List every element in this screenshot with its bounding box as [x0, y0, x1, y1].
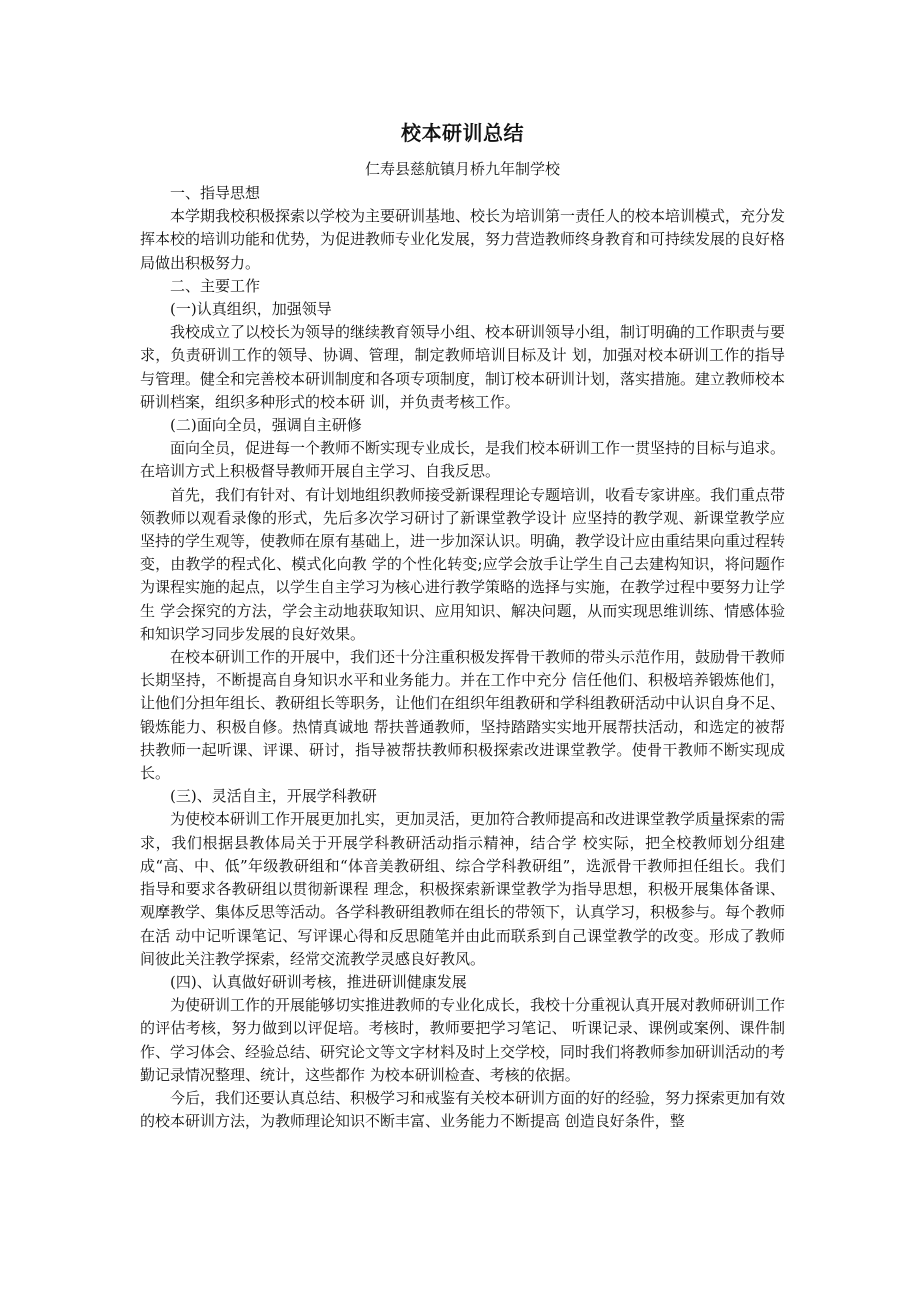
paragraph: 今后，我们还要认真总结、积极学习和戒鉴有关校本研训方面的好的经验，努力探索更加有效的校本研训方法，为教师理论知识不断丰富、业务能力不断提高 创造良好条件，整 — [140, 1088, 786, 1131]
document-title: 校本研训总结 — [401, 121, 524, 145]
school-name: 仁寿县慈航镇月桥九年制学校 — [364, 160, 560, 178]
paragraph: 面向全员，促进每一个教师不断实现专业成长，是我们校本研训工作一贯坚持的目标与追求。在培训方式上积极督导教师开展自主学习、自我反思。 — [140, 439, 786, 481]
paragraph: 我校成立了以校长为领导的继续教育领导小组、校本研训领导小组，制订明确的工作职责与要求，负责研训工作的领导、协调、管理，制定教师培训目标及计 划，加强对校本研训工作的指导与管理。健全和完善校本研训制度和各项专项制度，制订校本研训计划，落实措施。建立教师校本研训档案，组织多种形式的校本研 训，并负责考核工作。 — [140, 323, 786, 411]
document-page — [140, 118, 785, 1133]
subsection-heading: (三)、灵活自主，开展学科教研 — [170, 787, 377, 806]
subsection-heading: (一)认真组织，加强领导 — [170, 300, 332, 319]
section-heading: 二、主要工作 — [170, 276, 261, 295]
subsection-heading: (二)面向全员，强调自主研修 — [170, 416, 362, 435]
paragraph: 本学期我校积极探索以学校为主要研训基地、校长为培训第一责任人的校本培训模式，充分发挥本校的培训功能和优势，为促进教师专业化发展，努力营造教师终身教育和可持续发展的良好格局做出积极努力。 — [140, 207, 786, 272]
section-heading: 一、指导思想 — [170, 184, 261, 202]
paragraph: 首先，我们有针对、有计划地组织教师接受新课程理论专题培训，收看专家讲座。我们重点带领教师以观看录像的形式，先后多次学习研讨了新课堂教学设计 应坚持的教学观、新课堂教学应坚持的学生观等，使教师在原有基础上，进一步加深认识。明确，教学设计应由重结果向重过程转变，由教学的程式化、模式化向教 学的个性化转变;应学会放手让学生自己去建构知识，将问题作为课程实施的起点，以学生自主学习为核心进行教学策略的选择与实施，在教学过程中要努力让学生 学会探究的方法，学会主动地获取知识、应用知识、解决问题，从而实现思维训练、情感体验和知识学习同步发展的良好效果。 — [140, 485, 786, 643]
paragraph: 为使校本研训工作开展更加扎实，更加灵活，更加符合教师提高和改进课堂教学质量探索的需求，我们根据县教体局关于开展学科教研活动指示精神，结合学 校实际，把全校教师划分组建成“高、中、低”年级教研组和“体音美教研组、综合学科教研组”，选派骨干教师担任组长。我们指导和要求各教研组以贯彻新课程 理念，积极探索新课堂教学为指导思想，积极开展集体备课、观摩教学、集体反思等活动。各学科教研组教师在组长的带领下，认真学习，积极参与。每个教师在活 动中记听课笔记、写评课心得和反思随笔并由此而联系到自己课堂教学的改变。形成了教师间彼此关注教学探索，经常交流教学灵感良好教风。 — [140, 810, 786, 968]
paragraph: 在校本研训工作的开展中，我们还十分注重积极发挥骨干教师的带头示范作用，鼓励骨干教师长期坚持，不断提高自身知识水平和业务能力。并在工作中充分 信任他们、积极培养锻炼他们，让他们分担年组长、教研组长等职务，让他们在组织年组教研和学科组教研活动中认识自身不足、锻炼能力、积极自修。热情真诚地 帮扶普通教师，坚持踏踏实实地开展帮扶活动，和选定的被帮扶教师一起听课、评课、研讨，指导被帮扶教师积极探索改进课堂教学。使骨干教师不断实现成长。 — [140, 648, 786, 783]
paragraph: 为使研训工作的开展能够切实推进教师的专业化成长，我校十分重视认真开展对教师研训工作的评估考核，努力做到以评促培。考核时，教师要把学习笔记、 听课记录、课例或案例、课件制作、学习体会、经验总结、研究论文等文字材料及时上交学校，同时我们将教师参加研训活动的考勤记录情况整理、统计，这些都作 为校本研训检查、考核的依据。 — [140, 996, 786, 1084]
subsection-heading: (四)、认真做好研训考核，推进研训健康发展 — [170, 972, 467, 991]
